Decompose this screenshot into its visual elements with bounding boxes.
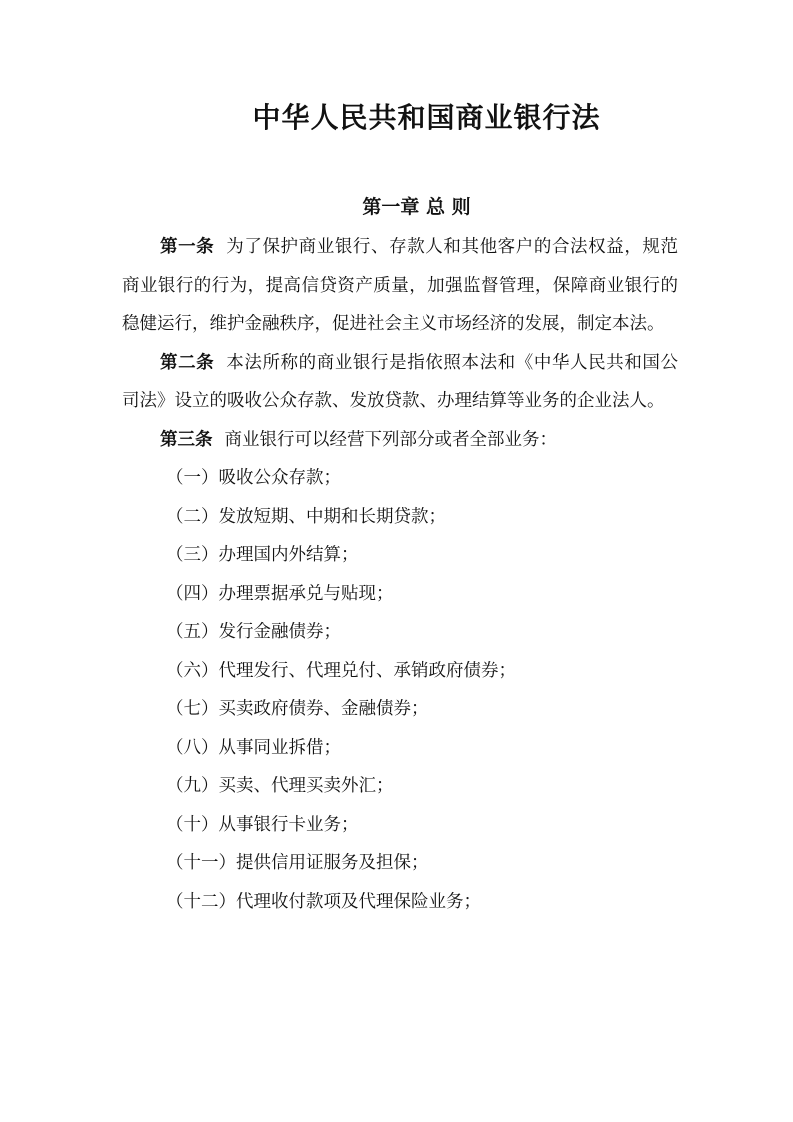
business-scope-list [122, 459, 678, 921]
article-text: 商业银行可以经营下列部分或者全部业务： [224, 429, 557, 450]
document-body [122, 228, 678, 921]
chapter-heading: 第一章 总 则 [362, 196, 471, 218]
document-title: 中华人民共和国商业银行法 [252, 101, 601, 134]
list-item: （六）代理发行、代理兑付、承销政府债券； [166, 660, 516, 681]
list-item: （十）从事银行卡业务； [166, 814, 359, 835]
list-item: （九）买卖、代理买卖外汇； [166, 776, 394, 796]
article-number: 第一条 [160, 237, 215, 257]
list-item: （二）发放短期、中期和长期贷款； [166, 506, 446, 527]
article-number: 第三条 [160, 429, 213, 450]
list-item: （七）买卖政府债券、金融债券； [166, 699, 429, 719]
article-text: 为了保护商业银行、存款人和其他客户的合法权益，规范商业银行的行为，提高信贷资产质量，加强监督管理，保障商业银行的稳健运行，维护金融秩序，促进社会主义市场经济的发展，制定本法。 [122, 237, 679, 334]
article-2 [122, 344, 678, 421]
list-item: （十二）代理收付款项及代理保险业务； [166, 891, 481, 912]
list-item: （八）从事同业拆借； [166, 737, 341, 758]
article-number: 第二条 [160, 352, 215, 373]
list-item: （一）吸收公众存款； [166, 468, 341, 488]
article-text: 本法所称的商业银行是指依照本法和《中华人民共和国公司法》设立的吸收公众存款、发放贷款、办理结算等业务的企业法人。 [122, 352, 679, 411]
list-item: （四）办理票据承兑与贴现； [166, 583, 394, 604]
list-item: （三）办理国内外结算； [166, 545, 359, 565]
list-item: （十一）提供信用证服务及担保； [166, 853, 429, 873]
list-item: （五）发行金融债券； [166, 622, 341, 642]
article-3 [122, 421, 678, 460]
article-1 [122, 228, 678, 344]
